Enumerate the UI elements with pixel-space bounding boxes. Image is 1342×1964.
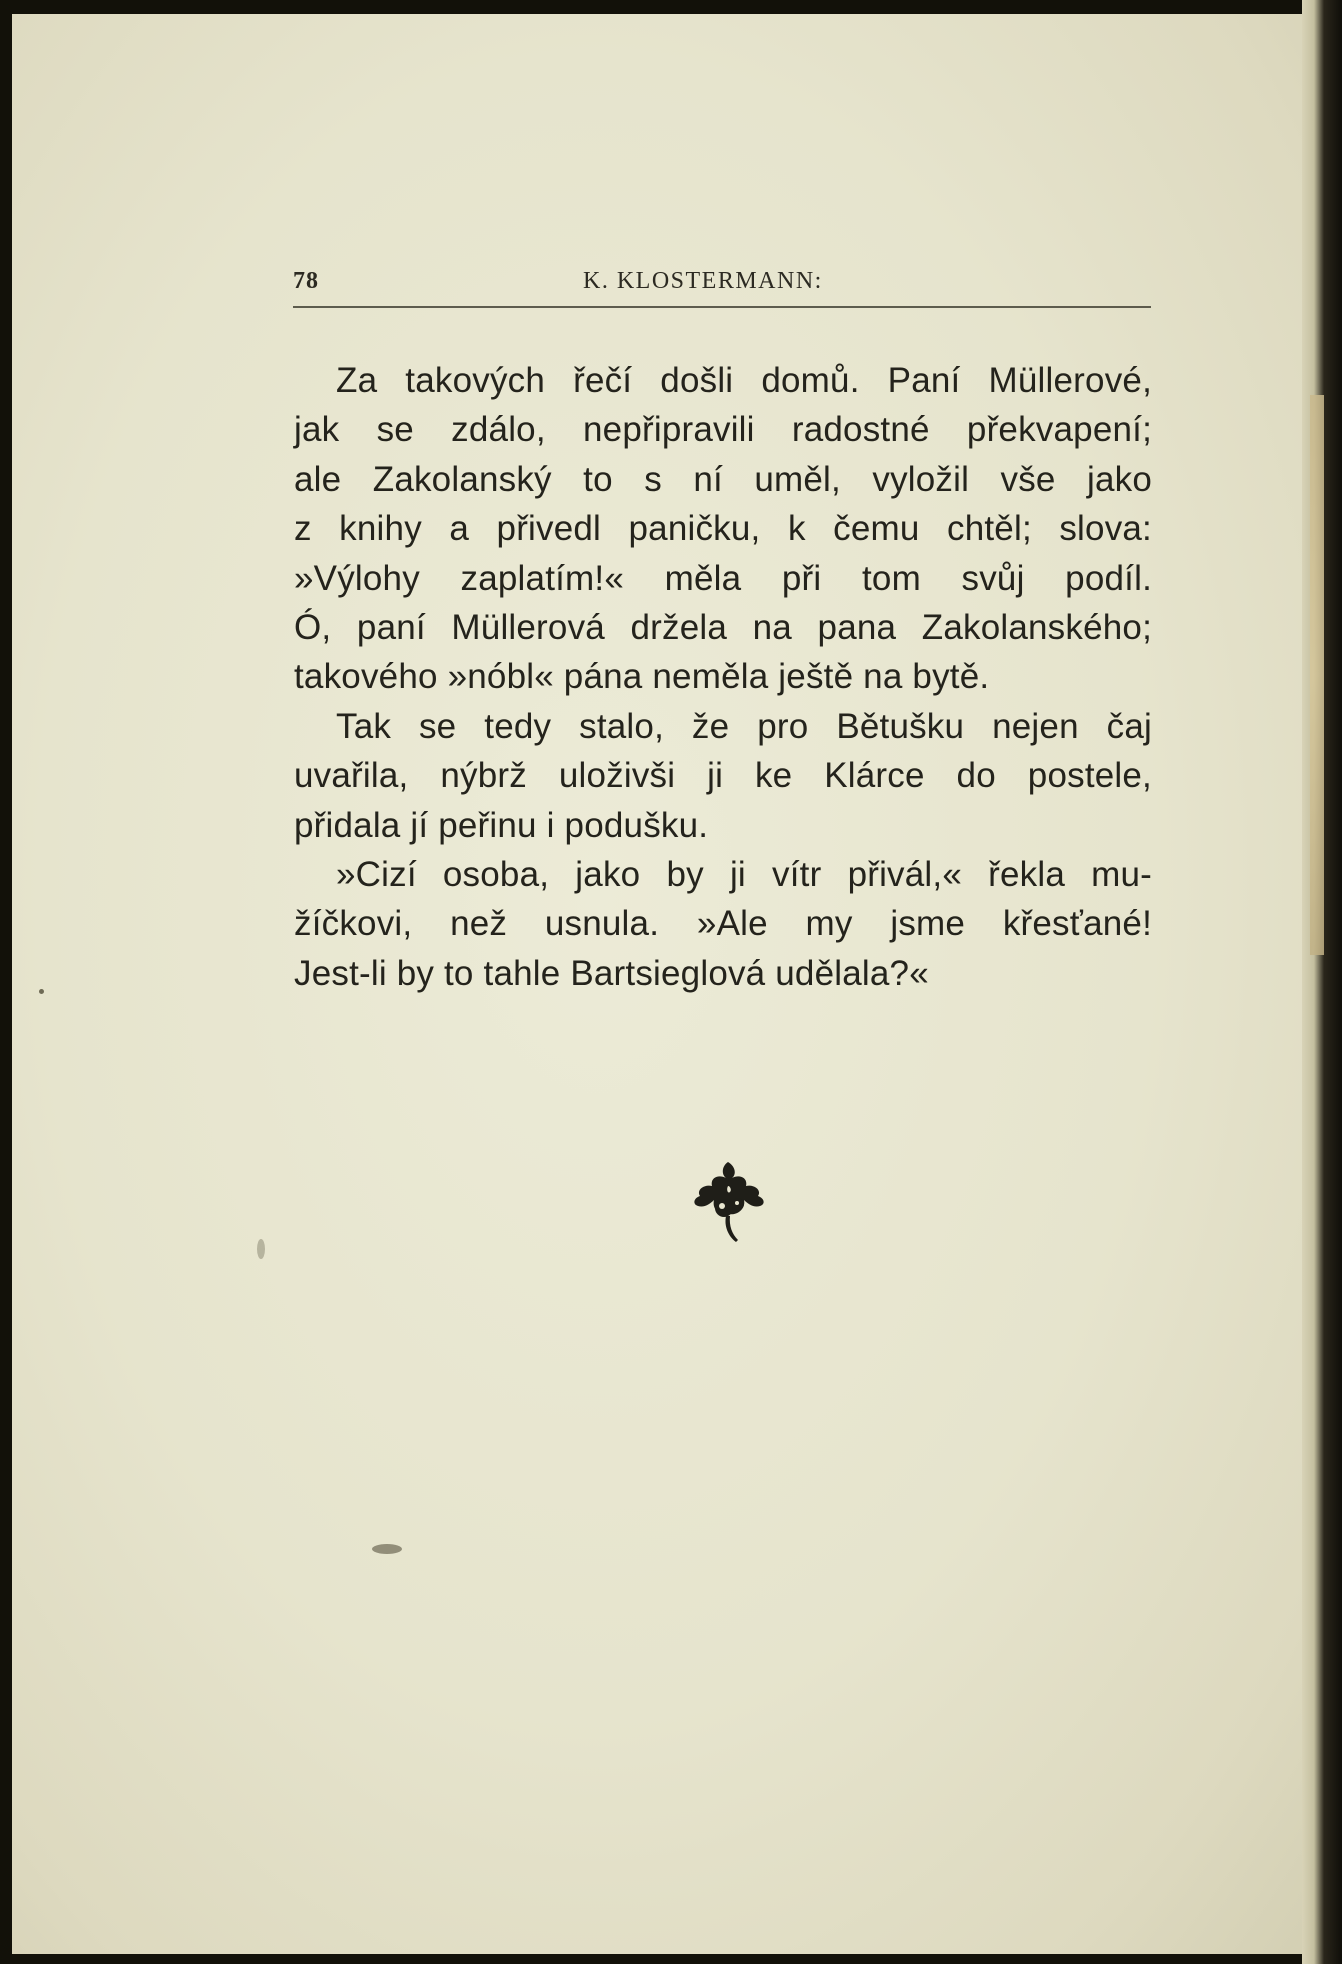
floral-vignette-icon: [688, 1156, 770, 1248]
body-text: [294, 356, 1152, 998]
text-line: Za takových řečí došli domů. Paní Müllerové,: [336, 361, 1152, 400]
header-rule: [293, 306, 1151, 308]
text-line: »Výlohy zaplatím!« měla při tom svůj podíl.: [294, 558, 1152, 598]
page-edge-stain: [1310, 395, 1324, 955]
page-edge-shadow: [1302, 0, 1342, 1964]
paper-speck: [39, 989, 44, 994]
paragraph: [294, 850, 1152, 998]
text-line: »Cizí osoba, jako by ji vítr přivál,« řekla mu-: [336, 854, 1152, 894]
text-line: Ó, paní Müllerová držela na pana Zakolanského;: [294, 607, 1152, 647]
text-line: jak se zdálo, nepřipravili radostné překvapení;: [294, 410, 1152, 450]
paper-speck: [372, 1544, 402, 1554]
paragraph: [294, 702, 1152, 850]
text-line: uvařila, nýbrž uloživši ji ke Klárce do postele,: [294, 756, 1152, 796]
text-line: Tak se tedy stalo, že pro Bětušku nejen čaj: [336, 706, 1152, 746]
text-line: takového »nóbl« pána neměla ještě na bytě.: [294, 657, 990, 697]
text-line: žíčkovi, než usnula. »Ale my jsme křesťané!: [294, 904, 1152, 944]
text-line: přidala jí peřinu i podušku.: [294, 805, 709, 845]
paper-speck: [257, 1239, 265, 1259]
page-number: 78: [293, 268, 319, 294]
text-line: Jest-li by to tahle Bartsieglová udělala?«: [294, 953, 929, 993]
paragraph: [294, 356, 1152, 702]
running-head: K. KLOSTERMANN:: [583, 268, 823, 294]
text-line: ale Zakolanský to s ní uměl, vyložil vše jako: [294, 459, 1152, 499]
page-header: [293, 268, 1151, 308]
text-line: z knihy a přivedl paničku, k čemu chtěl; slova:: [294, 509, 1152, 549]
